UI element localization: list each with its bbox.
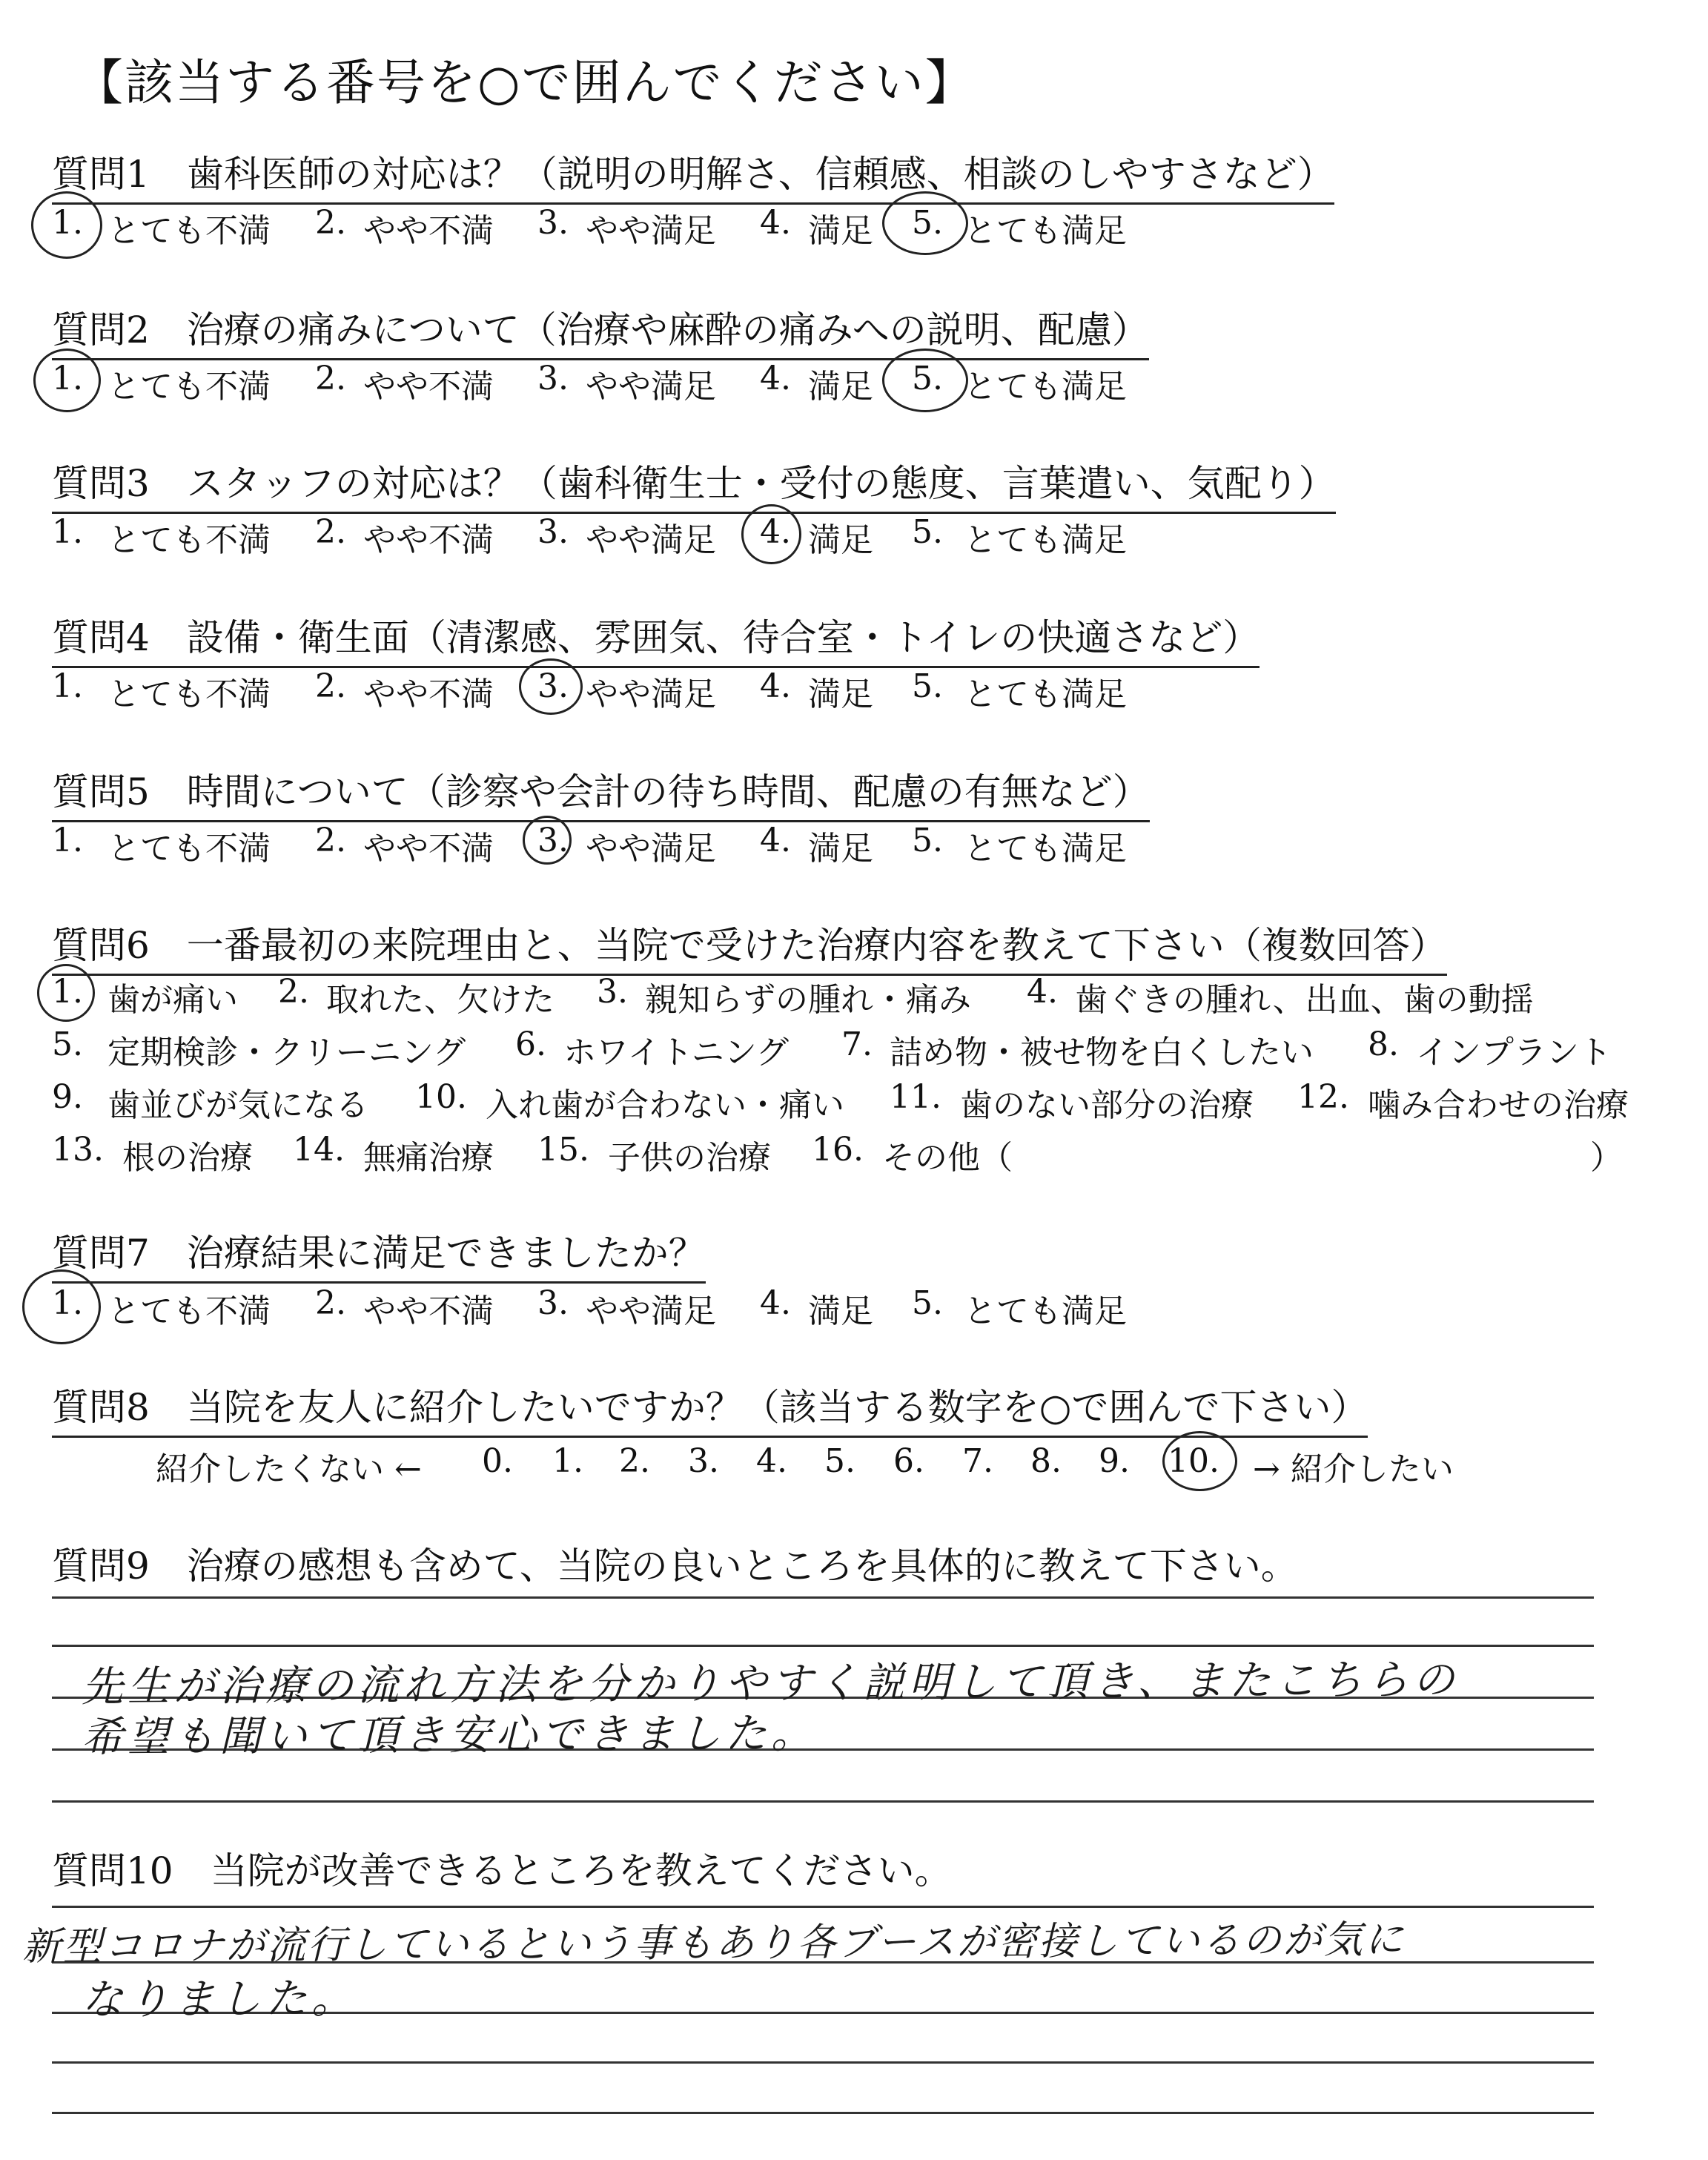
reason-label: 歯ぐきの腫れ、出血、歯の動揺 (1075, 981, 1534, 1019)
option-1-number[interactable]: 1. (52, 1284, 83, 1322)
reason-number[interactable]: 8. (1368, 1025, 1399, 1063)
question-3-title: 質問3 スタッフの対応は？（歯科衛生士・受付の態度、言葉遣い、気配り） (52, 454, 1336, 514)
option-4-label: 満足 (808, 1292, 873, 1330)
reason-number[interactable]: 3. (597, 973, 628, 1011)
option-4-number[interactable]: 4. (760, 822, 791, 859)
question-10-title: 質問10 当院が改善できるところを教えてください。 (52, 1849, 952, 1892)
answer-line (52, 1596, 1594, 1599)
reason-number[interactable]: 10. (415, 1078, 467, 1116)
option-5-label: とても満足 (964, 212, 1127, 250)
handwritten-answer: 先生が治療の流れ方法を分かりやすく説明して頂き、またこちらの (81, 1656, 1459, 1711)
option-4-number[interactable]: 4. (760, 1284, 791, 1322)
page-title: 【該当する番号を○で囲んでください】 (74, 54, 976, 111)
reason-label: 噛み合わせの治療 (1368, 1086, 1629, 1124)
question-1-title: 質問1 歯科医師の対応は？（説明の明解さ、信頼感、相談のしやすさなど） (52, 145, 1334, 205)
option-5-number[interactable]: 5. (912, 513, 943, 551)
option-5-number[interactable]: 5. (912, 360, 943, 397)
reason-label: 根の治療 (122, 1139, 253, 1177)
other-close-paren: ） (1590, 1139, 1623, 1177)
reason-label: 入れ歯が合わない・痛い (486, 1086, 844, 1124)
option-4-number[interactable]: 4. (760, 667, 791, 705)
scale-left-label: 紹介したくない ← (156, 1450, 422, 1488)
question-7-title: 質問7 治療結果に満足できましたか？ (52, 1223, 706, 1284)
reason-number[interactable]: 13. (52, 1131, 104, 1169)
option-5-label: とても満足 (964, 1292, 1127, 1330)
scale-number[interactable]: 0. (482, 1442, 513, 1480)
option-5-label: とても満足 (964, 368, 1127, 406)
scale-number[interactable]: 10. (1168, 1442, 1219, 1480)
question-1-options (52, 204, 1238, 248)
option-1-label: とても不満 (107, 521, 271, 559)
reason-number[interactable]: 2. (278, 973, 309, 1011)
question-6-title: 質問6 一番最初の来院理由と、当院で受けた治療内容を教えて下さい（複数回答） (52, 916, 1447, 976)
scale-number[interactable]: 1. (552, 1442, 583, 1480)
reason-label: 子供の治療 (608, 1139, 771, 1177)
option-3-label: やや満足 (586, 521, 716, 559)
scale-number[interactable]: 9. (1099, 1442, 1130, 1480)
option-2-number[interactable]: 2. (315, 360, 346, 397)
question-6-row-1 (52, 973, 1646, 1017)
option-1-number[interactable]: 1. (52, 822, 83, 859)
option-5-number[interactable]: 5. (912, 667, 943, 705)
option-1-label: とても不満 (107, 212, 271, 250)
option-4-label: 満足 (808, 830, 873, 868)
question-6-row-4 (52, 1131, 1646, 1175)
reason-label: インプラント (1416, 1034, 1612, 1071)
question-2-title: 質問2 治療の痛みについて（治療や麻酔の痛みへの説明、配慮） (52, 300, 1149, 360)
option-3-label: やや満足 (586, 368, 716, 406)
option-4-label: 満足 (808, 368, 873, 406)
option-3-label: やや満足 (586, 676, 716, 713)
handwritten-answer: なりました。 (81, 1975, 358, 2024)
reason-label: 詰め物・被せ物を白くしたい (890, 1034, 1314, 1071)
option-3-number[interactable]: 3. (537, 667, 569, 705)
scale-number[interactable]: 7. (962, 1442, 993, 1480)
option-3-label: やや満足 (586, 1292, 716, 1330)
reason-label: 歯が痛い (107, 981, 238, 1019)
option-1-label: とても不満 (107, 368, 271, 406)
option-3-number[interactable]: 3. (537, 1284, 569, 1322)
question-4-options (52, 667, 1238, 712)
option-5-number[interactable]: 5. (912, 822, 943, 859)
option-5-label: とても満足 (964, 676, 1127, 713)
reason-label: 取れた、欠けた (326, 981, 555, 1019)
option-2-label: やや不満 (363, 830, 494, 868)
scale-number[interactable]: 8. (1030, 1442, 1062, 1480)
option-1-label: とても不満 (107, 1292, 271, 1330)
answer-line (52, 2112, 1594, 2114)
referral-scale (52, 1442, 1609, 1494)
handwritten-answer: 希望も聞いて頂き安心できました。 (81, 1709, 818, 1762)
scale-right-label: → 紹介したい (1253, 1450, 1454, 1488)
option-5-label: とても満足 (964, 830, 1127, 868)
option-5-number[interactable]: 5. (912, 204, 943, 242)
reason-number[interactable]: 6. (515, 1025, 546, 1063)
answer-line (52, 1645, 1594, 1647)
option-3-label: やや満足 (586, 830, 716, 868)
reason-number[interactable]: 14. (293, 1131, 345, 1169)
question-4-title: 質問4 設備・衛生面（清潔感、雰囲気、待合室・トイレの快適さなど） (52, 608, 1260, 668)
reason-label: 歯並びが気になる (107, 1086, 368, 1124)
reason-label: その他（ (882, 1139, 1013, 1177)
reason-label: 歯のない部分の治療 (960, 1086, 1254, 1124)
question-6-row-2 (52, 1025, 1646, 1070)
reason-label: 親知らずの腫れ・痛み (645, 981, 971, 1019)
option-2-label: やや不満 (363, 1292, 494, 1330)
question-8-title: 質問8 当院を友人に紹介したいですか？（該当する数字を○で囲んで下さい） (52, 1378, 1368, 1438)
option-3-number[interactable]: 3. (537, 360, 569, 397)
question-9-title: 質問9 治療の感想も含めて、当院の良いところを具体的に教えて下さい。 (52, 1545, 1298, 1588)
option-4-number[interactable]: 4. (760, 513, 791, 551)
option-2-label: やや不満 (363, 212, 494, 250)
option-2-number[interactable]: 2. (315, 204, 346, 242)
question-6-row-3 (52, 1078, 1646, 1123)
scale-number[interactable]: 4. (756, 1442, 787, 1480)
scale-number[interactable]: 5. (824, 1442, 855, 1480)
option-4-label: 満足 (808, 676, 873, 713)
reason-number[interactable]: 4. (1027, 973, 1058, 1011)
scale-number[interactable]: 2. (619, 1442, 650, 1480)
reason-number[interactable]: 7. (841, 1025, 873, 1063)
option-3-number[interactable]: 3. (537, 204, 569, 242)
option-2-number[interactable]: 2. (315, 1284, 346, 1322)
question-3-options (52, 513, 1238, 558)
handwritten-answer: 新型コロナが流行しているという事もあり各ブースが密接しているのが気に (21, 1918, 1406, 1969)
option-4-number[interactable]: 4. (760, 360, 791, 397)
option-4-number[interactable]: 4. (760, 204, 791, 242)
reason-number[interactable]: 15. (537, 1131, 589, 1169)
option-5-label: とても満足 (964, 521, 1127, 559)
option-4-label: 満足 (808, 212, 873, 250)
option-1-number[interactable]: 1. (52, 360, 83, 397)
answer-line (52, 2061, 1594, 2064)
option-3-number[interactable]: 3. (537, 513, 569, 551)
question-7-options (52, 1284, 1238, 1329)
option-1-label: とても不満 (107, 830, 271, 868)
reason-label: ホワイトニング (563, 1034, 790, 1071)
option-2-number[interactable]: 2. (315, 822, 346, 859)
option-2-label: やや不満 (363, 521, 494, 559)
option-3-number[interactable]: 3. (537, 822, 569, 859)
question-2-options (52, 360, 1238, 404)
question-5-title: 質問5 時間について（診察や会計の待ち時間、配慮の有無など） (52, 762, 1150, 822)
question-5-options (52, 822, 1238, 866)
scale-number[interactable]: 3. (688, 1442, 719, 1480)
reason-number[interactable]: 16. (812, 1131, 864, 1169)
reason-label: 無痛治療 (363, 1139, 494, 1177)
option-5-number[interactable]: 5. (912, 1284, 943, 1322)
reason-number[interactable]: 1. (52, 973, 83, 1011)
reason-number[interactable]: 9. (52, 1078, 83, 1116)
option-1-number[interactable]: 1. (52, 667, 83, 705)
option-1-number[interactable]: 1. (52, 513, 83, 551)
scale-number[interactable]: 6. (893, 1442, 924, 1480)
option-3-label: やや満足 (586, 212, 716, 250)
option-4-label: 満足 (808, 521, 873, 559)
reason-number[interactable]: 5. (52, 1025, 83, 1063)
reason-label: 定期検診・クリーニング (107, 1034, 466, 1071)
option-2-label: やや不満 (363, 368, 494, 406)
option-2-number[interactable]: 2. (315, 667, 346, 705)
option-2-label: やや不満 (363, 676, 494, 713)
option-1-label: とても不満 (107, 676, 271, 713)
reason-number[interactable]: 11. (890, 1078, 941, 1116)
reason-number[interactable]: 12. (1297, 1078, 1349, 1116)
option-2-number[interactable]: 2. (315, 513, 346, 551)
answer-line (52, 1800, 1594, 1803)
option-1-number[interactable]: 1. (52, 204, 83, 242)
